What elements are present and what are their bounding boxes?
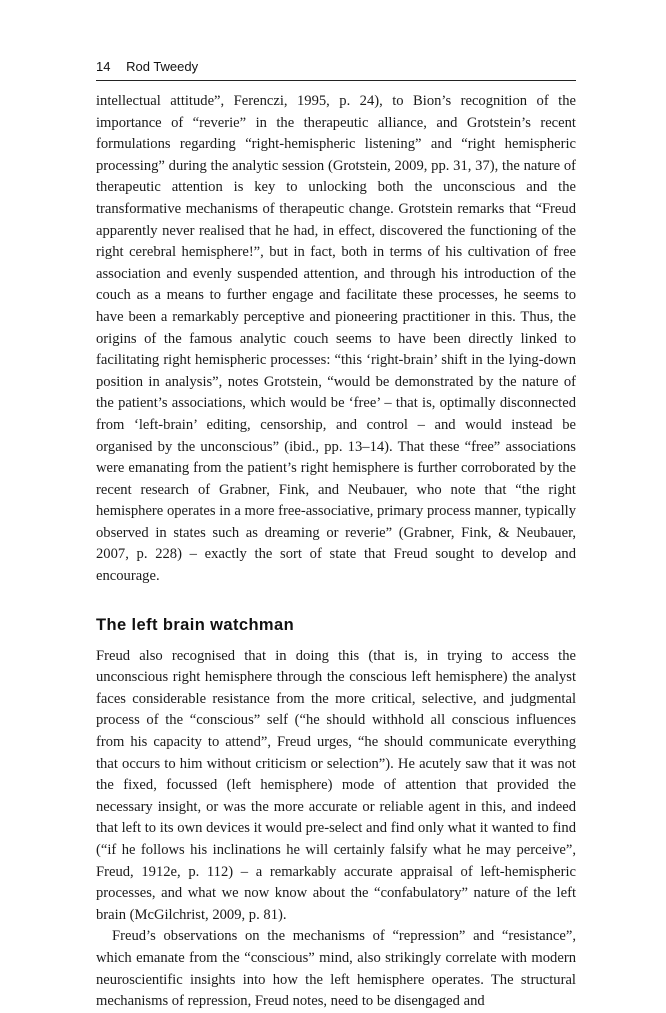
page-number: 14 (96, 59, 111, 74)
page-body (96, 91, 576, 1013)
paragraph-repression: Freud’s observations on the mechanisms of “repression” and “resistance”, which emanate from the “conscious” mind, also strikingly correlate with modern neuroscientific insights into how the left hemisphere operates. The structural mechanisms of repression, Freud notes, need to be disengaged and (96, 928, 576, 1010)
header-rule (96, 80, 576, 81)
running-head (96, 56, 576, 78)
running-title-author: Rod Tweedy (126, 59, 199, 74)
paragraph-left-brain: Freud also recognised that in doing this (that is, in trying to access the unconscious right hemisphere through the conscious left hemisphere) the analyst faces considerable resistance from the more critical, selective, and judgmental process of the “conscious” self (“he should withhold all conscious influences from his capacity to attend”, Freud urges, “he should communicate everything that occurs to him without criticism or selection”). He acutely saw that it was not the fixed, focussed (left hemisphere) mode of attention that provided the necessary insight, or was the more accurate or reliable agent in this, and indeed that left to its own devices it would pre-select and find only what it wanted to find (“if he follows his inclinations he will certainly falsify what he may perceive”, Freud, 1912e, p. 112) – a remarkably accurate appraisal of left-hemispheric processes, and what we now know about the “confabulatory” nature of the left brain (McGilchrist, 2009, p. 81). (96, 647, 576, 923)
paragraph-intro: intellectual attitude”, Ferenczi, 1995, p. 24), to Bion’s recognition of the importance of “reverie” in the therapeutic alliance, and Grotstein’s recent formulations regarding “right-hemispheric listening” and “right hemispheric processing” during the analytic session (Grotstein, 2009, pp. 31, 37), the nature of therapeutic attention is key to unlocking both the unconscious and the transformative mechanisms of therapeutic change. Grotstein remarks that “Freud apparently never realised that he had, in effect, discovered the functioning of the right cerebral hemisphere!”, but in fact, both in terms of his cultivation of free association and evenly suspended attention, and through his introduction of the couch as a means to further engage and facilitate these processes, he seems to have been a remarkably perceptive and pioneering practitioner in this. Thus, the origins of the famous analytic couch seems to have been directly linked to facilitating right hemispheric processes: “this ‘right-brain’ shift in the lying-down position in analysis”, notes Grotstein, “would be demonstrated by the nature of the patient’s associations, which would be ‘free’ – that is, optimally disconnected from ‘left-brain’ editing, censorship, and control – and would instead be organised by the unconscious” (ibid., pp. 13–14). That these “free” associations were emanating from the patient’s right hemisphere is further corroborated by the recent research of Grabner, Fink, and Neubauer, who note that “the right hemisphere operates in a more free-associative, primary process manner, typically observed in states such as dreaming or reverie” (Grabner, Fink, & Neubauer, 2007, p. 228) – exactly the sort of state that Freud sought to develop and encourage. (96, 93, 576, 585)
section-heading: The left brain watchman (96, 615, 295, 634)
